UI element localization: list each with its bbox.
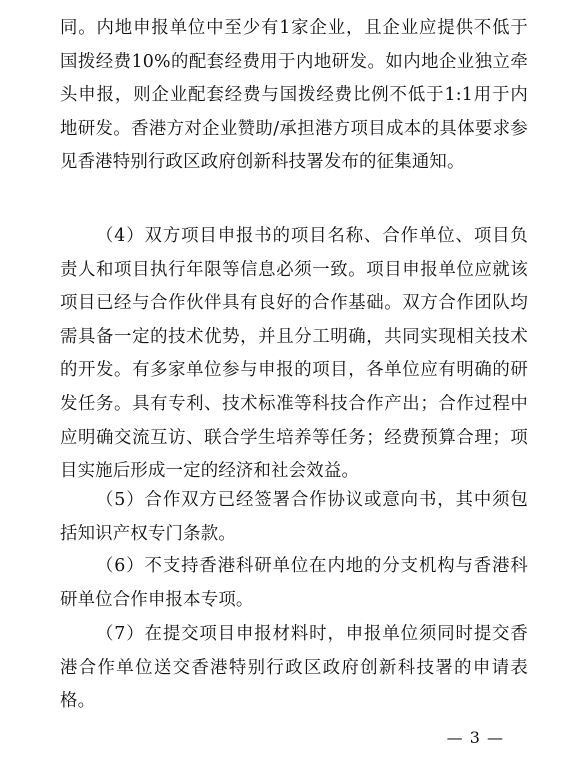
paragraph-item-4: （4）双方项目申报书的项目名称、合作单位、项目负责人和项目执行年限等信息必须一致。项目申报单位应就该项目已经与合作伙伴具有良好的合作基础。双方合作团队均需具备一定的技术优势，并且分工明确，共同实现相关技术的开发。有多家单位参与申报的项目，各单位应有明确的研发任务。具有专利、技术标准等科技合作产出；合作过程中应明确交流互访、联合学生培养等任务；经费预算合理；项目实施后形成一定的经济和社会效益。 — [60, 226, 528, 482]
paragraph-continuation: 同。内地申报单位中至少有1家企业，且企业应提供不低于国拨经费10%的配套经费用于内地研发。如内地企业独立牵头申报，则企业配套经费与国拨经费比例不低于1:1用于内地研发。香港方对企业赞助/承担港方项目成本的具体要求参见香港特别行政区政府创新科技署发布的征集通知。 — [60, 18, 528, 173]
page-number: — 3 — — [446, 728, 504, 747]
paragraph-item-5: （5）合作双方已经签署合作协议或意向书，其中须包括知识产权专门条款。 — [60, 490, 528, 544]
paragraph-item-7: （7）在提交项目申报材料时，申报单位须同时提交香港合作单位送交香港特别行政区政府创新科技署的申请表格。 — [60, 624, 528, 712]
paragraph-item-6: （6）不支持香港科研单位在内地的分支机构与香港科研单位合作申报本专项。 — [60, 556, 528, 610]
